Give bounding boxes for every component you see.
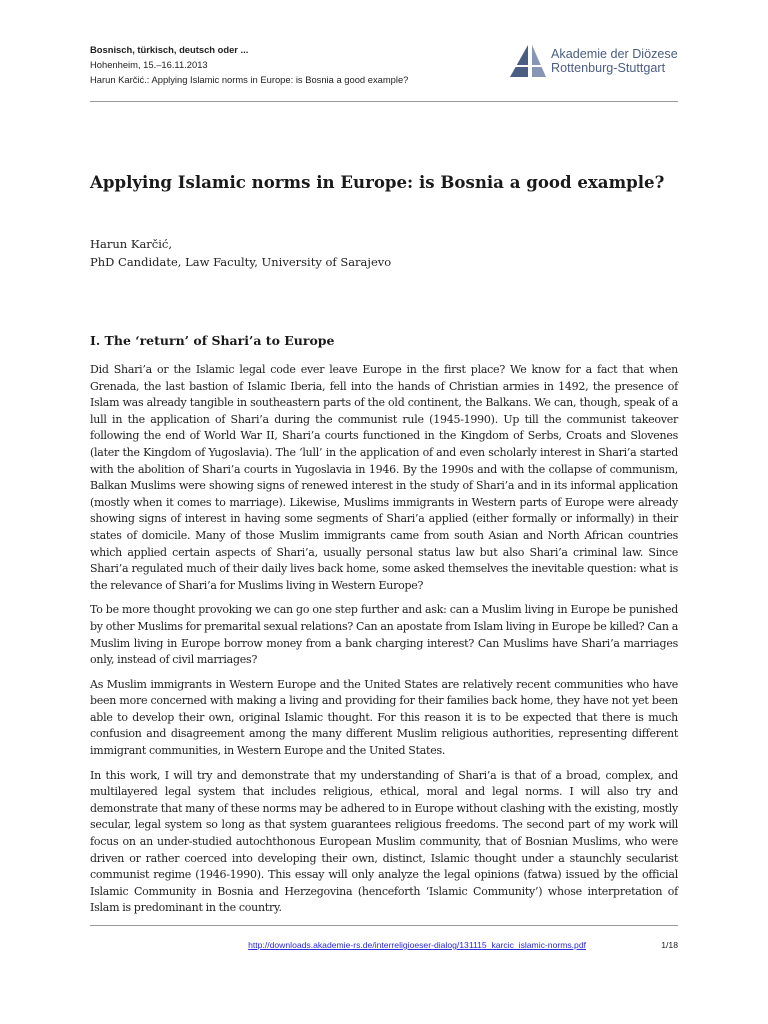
paragraph: Did Shari’a or the Islamic legal code ever leave Europe in the first place? We know for a fact that when Grenada, the last bastion of Islamic Iberia, fell into the hands of Christian armies in 1492, the presence of Islam was already tangible in southeastern parts of the old continent, the Balkans. We can, though, speak of a lull in the application of Shari’a during the communist rule (1945-1990). Up till the communist takeover following the end of World War II, Shari’a courts functioned in the Kingdom of Serbs, Croats and Slovenes (later the Kingdom of Yugoslavia). The ‘lull’ in the application of and even scholarly interest in Shari’a started with the abolition of Shari’a courts in Yugoslavia in 1946. By the 1990s and with the collapse of communism, Balkan Muslims were showing signs of renewed interest in the study of Shari’a and in its informal application (mostly when it comes to marriage). Likewise, Muslims immigrants in Western parts of Europe were already showing signs of interest in having some segments of Shari’a applied (either formally or informally) in their states of domicile. Many of those Muslim immigrants came from south Asian and North African countries which applied certain aspects of Shari’a, usually personal status law but also Shari’a criminal law. Since Shari’a regulated much of their daily lives back home, some asked themselves the inevitable question: what is the relevance of Shari’a for Muslims living in Western Europe? <box>90 363 678 592</box>
header-event-title: Bosnisch, türkisch, deutsch oder ... <box>90 44 249 55</box>
paragraph: As Muslim immigrants in Western Europe and the United States are relatively recent communities who have been more concerned with making a living and providing for their families back home, they have not yet been able to develop their own, original Islamic thought. For this reason it is to be expected that there is much confusion and disagreement among the many different Muslim religious authorities, representing different immigrant communities, in Western Europe and the United States. <box>90 677 678 758</box>
footer-source-link[interactable]: http://downloads.akademie-rs.de/interreligioeser-dialog/131115_karcic_islamic-norms.pdf <box>248 940 586 950</box>
body-text <box>90 362 678 925</box>
author-block <box>90 235 391 271</box>
page-number: 1/18 <box>661 940 678 950</box>
academy-logo-icon <box>508 43 548 79</box>
logo-text-line1: Akademie der Diözese <box>551 47 678 61</box>
logo-text-line2: Rottenburg-Stuttgart <box>551 61 666 75</box>
page-title: Applying Islamic norms in Europe: is Bosnia a good example? <box>90 172 665 192</box>
author-affiliation: PhD Candidate, Law Faculty, University of Sarajevo <box>90 255 392 269</box>
paragraph: To be more thought provoking we can go one step further and ask: can a Muslim living in Europe be punished by other Muslims for premarital sexual relations? Can an apostate from Islam living in Europe be killed? Can a Muslim living in Europe borrow money from a bank charging interest? Can Muslims have Shari’a marriages only, instead of civil marriages? <box>90 603 678 667</box>
author-name: Harun Karčić, <box>90 237 173 251</box>
running-header <box>90 42 408 87</box>
header-event-date: Hohenheim, 15.–16.11.2013 <box>90 59 208 70</box>
section-heading: I. The ‘return’ of Shari’a to Europe <box>90 333 335 348</box>
header-paper-citation: Harun Karčić.: Applying Islamic norms in Europe: is Bosnia a good example? <box>90 74 409 85</box>
academy-logo <box>508 43 680 79</box>
paragraph: In this work, I will try and demonstrate that my understanding of Shari’a is that of a broad, complex, and multilayered legal system that includes religious, ethical, moral and legal norms. I will also try and demonstrate that many of these norms may be adhered to in Europe without clashing with the existing, mostly secular, legal system so long as that system guarantees religious freedoms. The second part of my work will focus on an under-studied autochthonous European Muslim community, that of Bosnian Muslims, who were driven or rather coerced into developing their own, distinct, Islamic thought under a staunchly secularist communist regime (1946-1990). This essay will only analyze the legal opinions (fatwa) issued by the official Islamic Community in Bosnia and Herzegovina (henceforth ‘Islamic Community’) whose interpretation of Islam is predominant in the country. <box>90 768 678 915</box>
footer-divider <box>90 925 678 926</box>
header-divider <box>90 101 678 102</box>
